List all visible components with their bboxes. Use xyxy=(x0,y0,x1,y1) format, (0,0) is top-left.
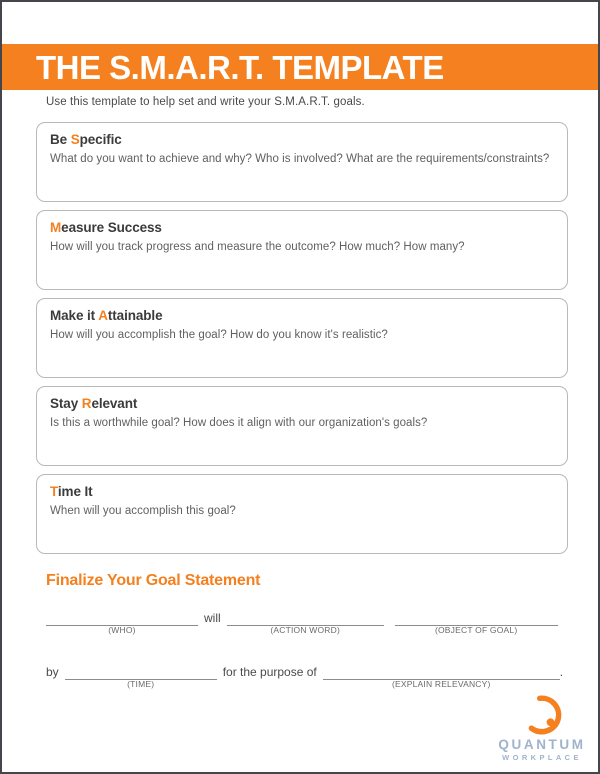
goal-statement-row-1 xyxy=(46,610,558,635)
goal-statement-row-2 xyxy=(46,664,564,689)
logo-subwordmark: WORKPLACE xyxy=(502,752,582,762)
section-card-measurable[interactable] xyxy=(36,210,568,290)
goal-connector-by: by xyxy=(46,665,59,679)
smart-sections-list xyxy=(36,122,568,562)
goal-connector-will: will xyxy=(204,611,221,625)
goal-blank-action-word-label: (ACTION WORD) xyxy=(270,625,340,635)
goal-statement-period: . xyxy=(559,665,564,679)
section-title-measurable xyxy=(50,220,554,236)
section-prompt-measurable: How will you track progress and measure the outcome? How much? How many? xyxy=(50,240,465,253)
goal-blank-action-word[interactable] xyxy=(227,610,384,635)
quantum-workplace-logo xyxy=(496,694,588,762)
goal-blank-time[interactable] xyxy=(65,664,217,689)
quantum-q-ring-icon xyxy=(521,694,563,736)
section-title-prefix: Stay xyxy=(50,396,82,411)
section-title-suffix: ttainable xyxy=(107,308,163,323)
section-title-prefix: Be xyxy=(50,132,71,147)
section-title-relevant xyxy=(50,396,554,412)
section-title-timebound xyxy=(50,484,554,500)
section-title-suffix: easure Success xyxy=(61,220,162,235)
section-title-specific xyxy=(50,132,554,148)
section-title-suffix: elevant xyxy=(91,396,138,411)
section-title-suffix: ime It xyxy=(57,484,93,499)
section-prompt-attainable: How will you accomplish the goal? How do you know it's realistic? xyxy=(50,328,388,341)
goal-blank-relevancy[interactable] xyxy=(323,664,560,689)
goal-blank-relevancy-label: (EXPLAIN RELEVANCY) xyxy=(391,679,491,689)
goal-blank-time-label: (TIME) xyxy=(127,679,155,689)
goal-blank-who[interactable] xyxy=(46,610,198,635)
logo-wordmark: QUANTUM xyxy=(498,737,586,752)
section-title-accent-letter: S xyxy=(70,132,80,147)
section-card-attainable[interactable] xyxy=(36,298,568,378)
page-header-bar xyxy=(2,44,600,90)
page-subtitle: Use this template to help set and write your S.M.A.R.T. goals. xyxy=(46,96,365,108)
section-prompt-timebound: When will you accomplish this goal? xyxy=(50,504,236,517)
section-title-attainable xyxy=(50,308,554,324)
goal-blank-who-label: (WHO) xyxy=(108,625,136,635)
goal-blank-object-of-goal[interactable] xyxy=(395,610,558,635)
section-prompt-relevant: Is this a worthwhile goal? How does it align with our organization's goals? xyxy=(50,416,428,429)
section-title-accent-letter: A xyxy=(98,308,108,323)
goal-connector-purpose: for the purpose of xyxy=(222,665,317,679)
section-title-accent-letter: T xyxy=(50,484,58,499)
section-title-prefix: Make it xyxy=(50,308,99,323)
section-title-accent-letter: M xyxy=(50,220,62,235)
page-title: THE S.M.A.R.T. TEMPLATE xyxy=(36,48,444,86)
section-title-suffix: pecific xyxy=(79,132,122,147)
finalize-goal-statement-heading: Finalize Your Goal Statement xyxy=(46,572,261,589)
section-title-accent-letter: R xyxy=(81,396,92,411)
section-card-relevant[interactable] xyxy=(36,386,568,466)
section-card-timebound[interactable] xyxy=(36,474,568,554)
goal-blank-object-of-goal-label: (OBJECT OF GOAL) xyxy=(434,625,518,635)
section-prompt-specific: What do you want to achieve and why? Who is involved? What are the requirements/constraints? xyxy=(50,152,550,165)
section-card-specific[interactable] xyxy=(36,122,568,202)
